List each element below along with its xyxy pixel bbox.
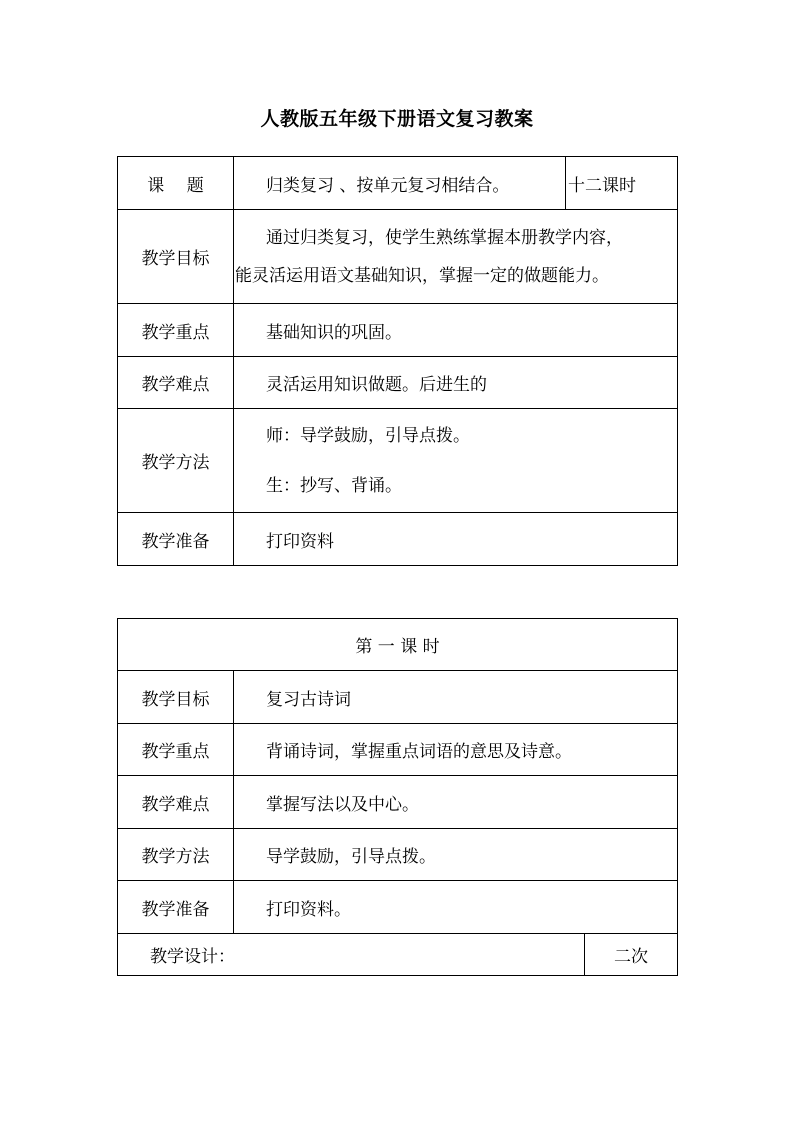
lesson-header: 第 一 课 时 <box>118 619 678 671</box>
topic-value: 归类复习 、按单元复习相结合。 <box>234 157 566 210</box>
topic-label: 课 题 <box>118 157 234 210</box>
design-label: 教学设计： <box>118 934 585 976</box>
method-label: 教学方法 <box>118 829 234 881</box>
table-row <box>118 157 678 210</box>
method-line-2: 生：抄写、背诵。 <box>266 475 402 496</box>
table-row <box>118 829 678 881</box>
method-value: 导学鼓励，引导点拨。 <box>234 829 678 881</box>
table-row <box>118 304 678 357</box>
key-point-label: 教学重点 <box>118 304 234 357</box>
design-count: 二次 <box>585 934 678 976</box>
preparation-value: 打印资料 <box>234 513 678 566</box>
goal-label: 教学目标 <box>118 210 234 304</box>
table-row <box>118 881 678 934</box>
lesson-overview-table <box>117 156 678 566</box>
key-point-value: 基础知识的巩固。 <box>234 304 678 357</box>
table-row <box>118 513 678 566</box>
method-value <box>234 409 678 513</box>
table-row <box>118 934 678 976</box>
goal-line-1: 通过归类复习，使学生熟练掌握本册教学内容， <box>266 227 623 248</box>
table-row <box>118 776 678 829</box>
key-point-label: 教学重点 <box>118 724 234 776</box>
first-lesson-table <box>117 618 678 976</box>
table-row <box>118 671 678 724</box>
preparation-label: 教学准备 <box>118 881 234 934</box>
goal-value: 复习古诗词 <box>234 671 678 724</box>
table-row <box>118 619 678 671</box>
table-row <box>118 357 678 409</box>
table-row <box>118 724 678 776</box>
key-point-value: 背诵诗词，掌握重点词语的意思及诗意。 <box>234 724 678 776</box>
table-row <box>118 409 678 513</box>
goal-line-2: 能灵活运用语文基础知识，掌握一定的做题能力。 <box>235 265 609 286</box>
table-row <box>118 210 678 304</box>
difficulty-value: 掌握写法以及中心。 <box>234 776 678 829</box>
method-line-1: 师：导学鼓励，引导点拨。 <box>266 425 470 446</box>
hours-value: 十二课时 <box>566 157 678 210</box>
preparation-label: 教学准备 <box>118 513 234 566</box>
preparation-value: 打印资料。 <box>234 881 678 934</box>
document-title: 人教版五年级下册语文复习教案 <box>260 108 534 130</box>
difficulty-value: 灵活运用知识做题。后进生的 <box>234 357 678 409</box>
goal-value <box>234 210 678 304</box>
goal-label: 教学目标 <box>118 671 234 724</box>
difficulty-label: 教学难点 <box>118 776 234 829</box>
method-label: 教学方法 <box>118 409 234 513</box>
difficulty-label: 教学难点 <box>118 357 234 409</box>
